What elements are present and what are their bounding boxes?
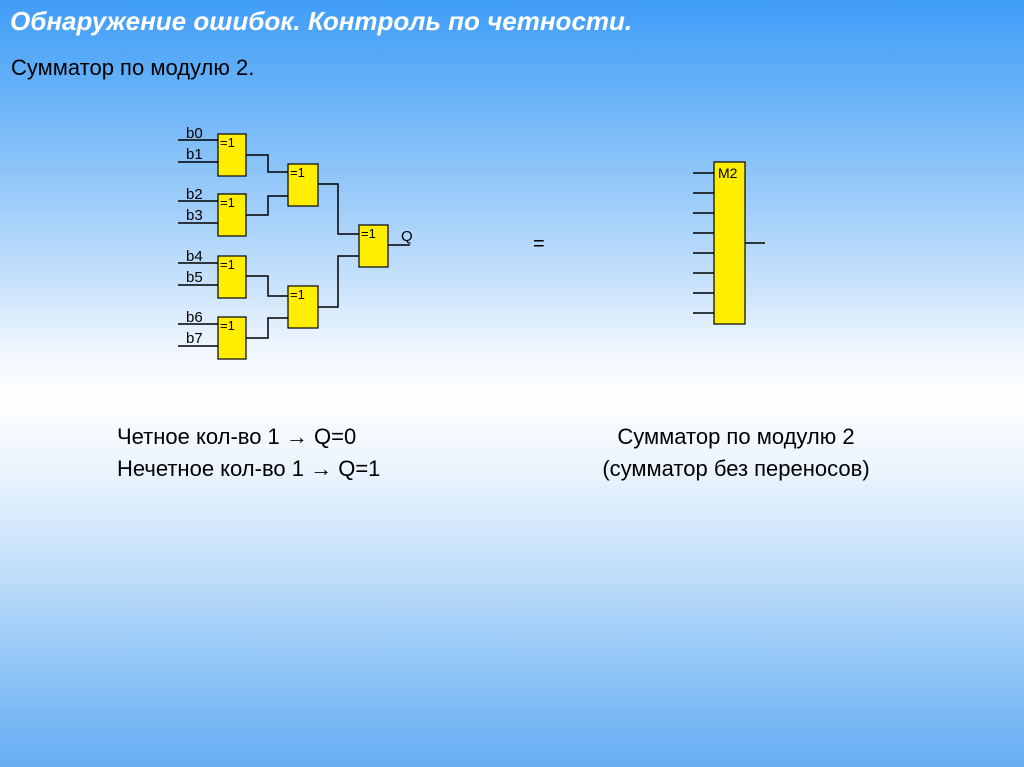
input-label-b1: b1 [186, 146, 203, 163]
input-label-b4: b4 [186, 248, 203, 265]
gate-label: =1 [290, 165, 305, 180]
gate-label: =1 [220, 257, 235, 272]
slide-title: Обнаружение ошибок. Контроль по четности. [10, 6, 633, 36]
wire-g6-g7 [318, 256, 359, 307]
input-label-b2: b2 [186, 186, 203, 203]
adder-caption [540, 421, 932, 485]
input-label-b0: b0 [186, 125, 203, 142]
input-label-b7: b7 [186, 330, 203, 347]
caption-line-adder: Сумматор по модулю 2 [617, 424, 855, 449]
input-label-b5: b5 [186, 269, 203, 286]
input-label-b3: b3 [186, 207, 203, 224]
slide-subtitle: Сумматор по модулю 2. [11, 55, 255, 80]
m2-block [693, 162, 765, 324]
caption-line-no-carry: (сумматор без переносов) [602, 456, 870, 481]
wire-g3-g6 [246, 276, 288, 296]
gate-label: =1 [220, 318, 235, 333]
wire-g4-g6 [246, 318, 288, 338]
input-label-b6: b6 [186, 309, 203, 326]
gate-label: =1 [220, 135, 235, 150]
gate-label: =1 [361, 226, 376, 241]
wire-g5-g7 [318, 184, 359, 234]
m2-block-label: M2 [718, 165, 738, 181]
caption-line-even: Четное кол-во 1 → Q=0 [117, 424, 357, 449]
equals-sign: = [533, 233, 545, 255]
gate-label: =1 [220, 195, 235, 210]
caption-line-odd: Нечетное кол-во 1 → Q=1 [117, 456, 381, 481]
gate-label: =1 [290, 287, 305, 302]
wire-g2-g5 [246, 196, 288, 215]
parity-rule-caption [117, 421, 380, 485]
m2-block-body [714, 162, 745, 324]
output-label-q: Q [401, 228, 413, 245]
wire-g1-g5 [246, 155, 288, 172]
